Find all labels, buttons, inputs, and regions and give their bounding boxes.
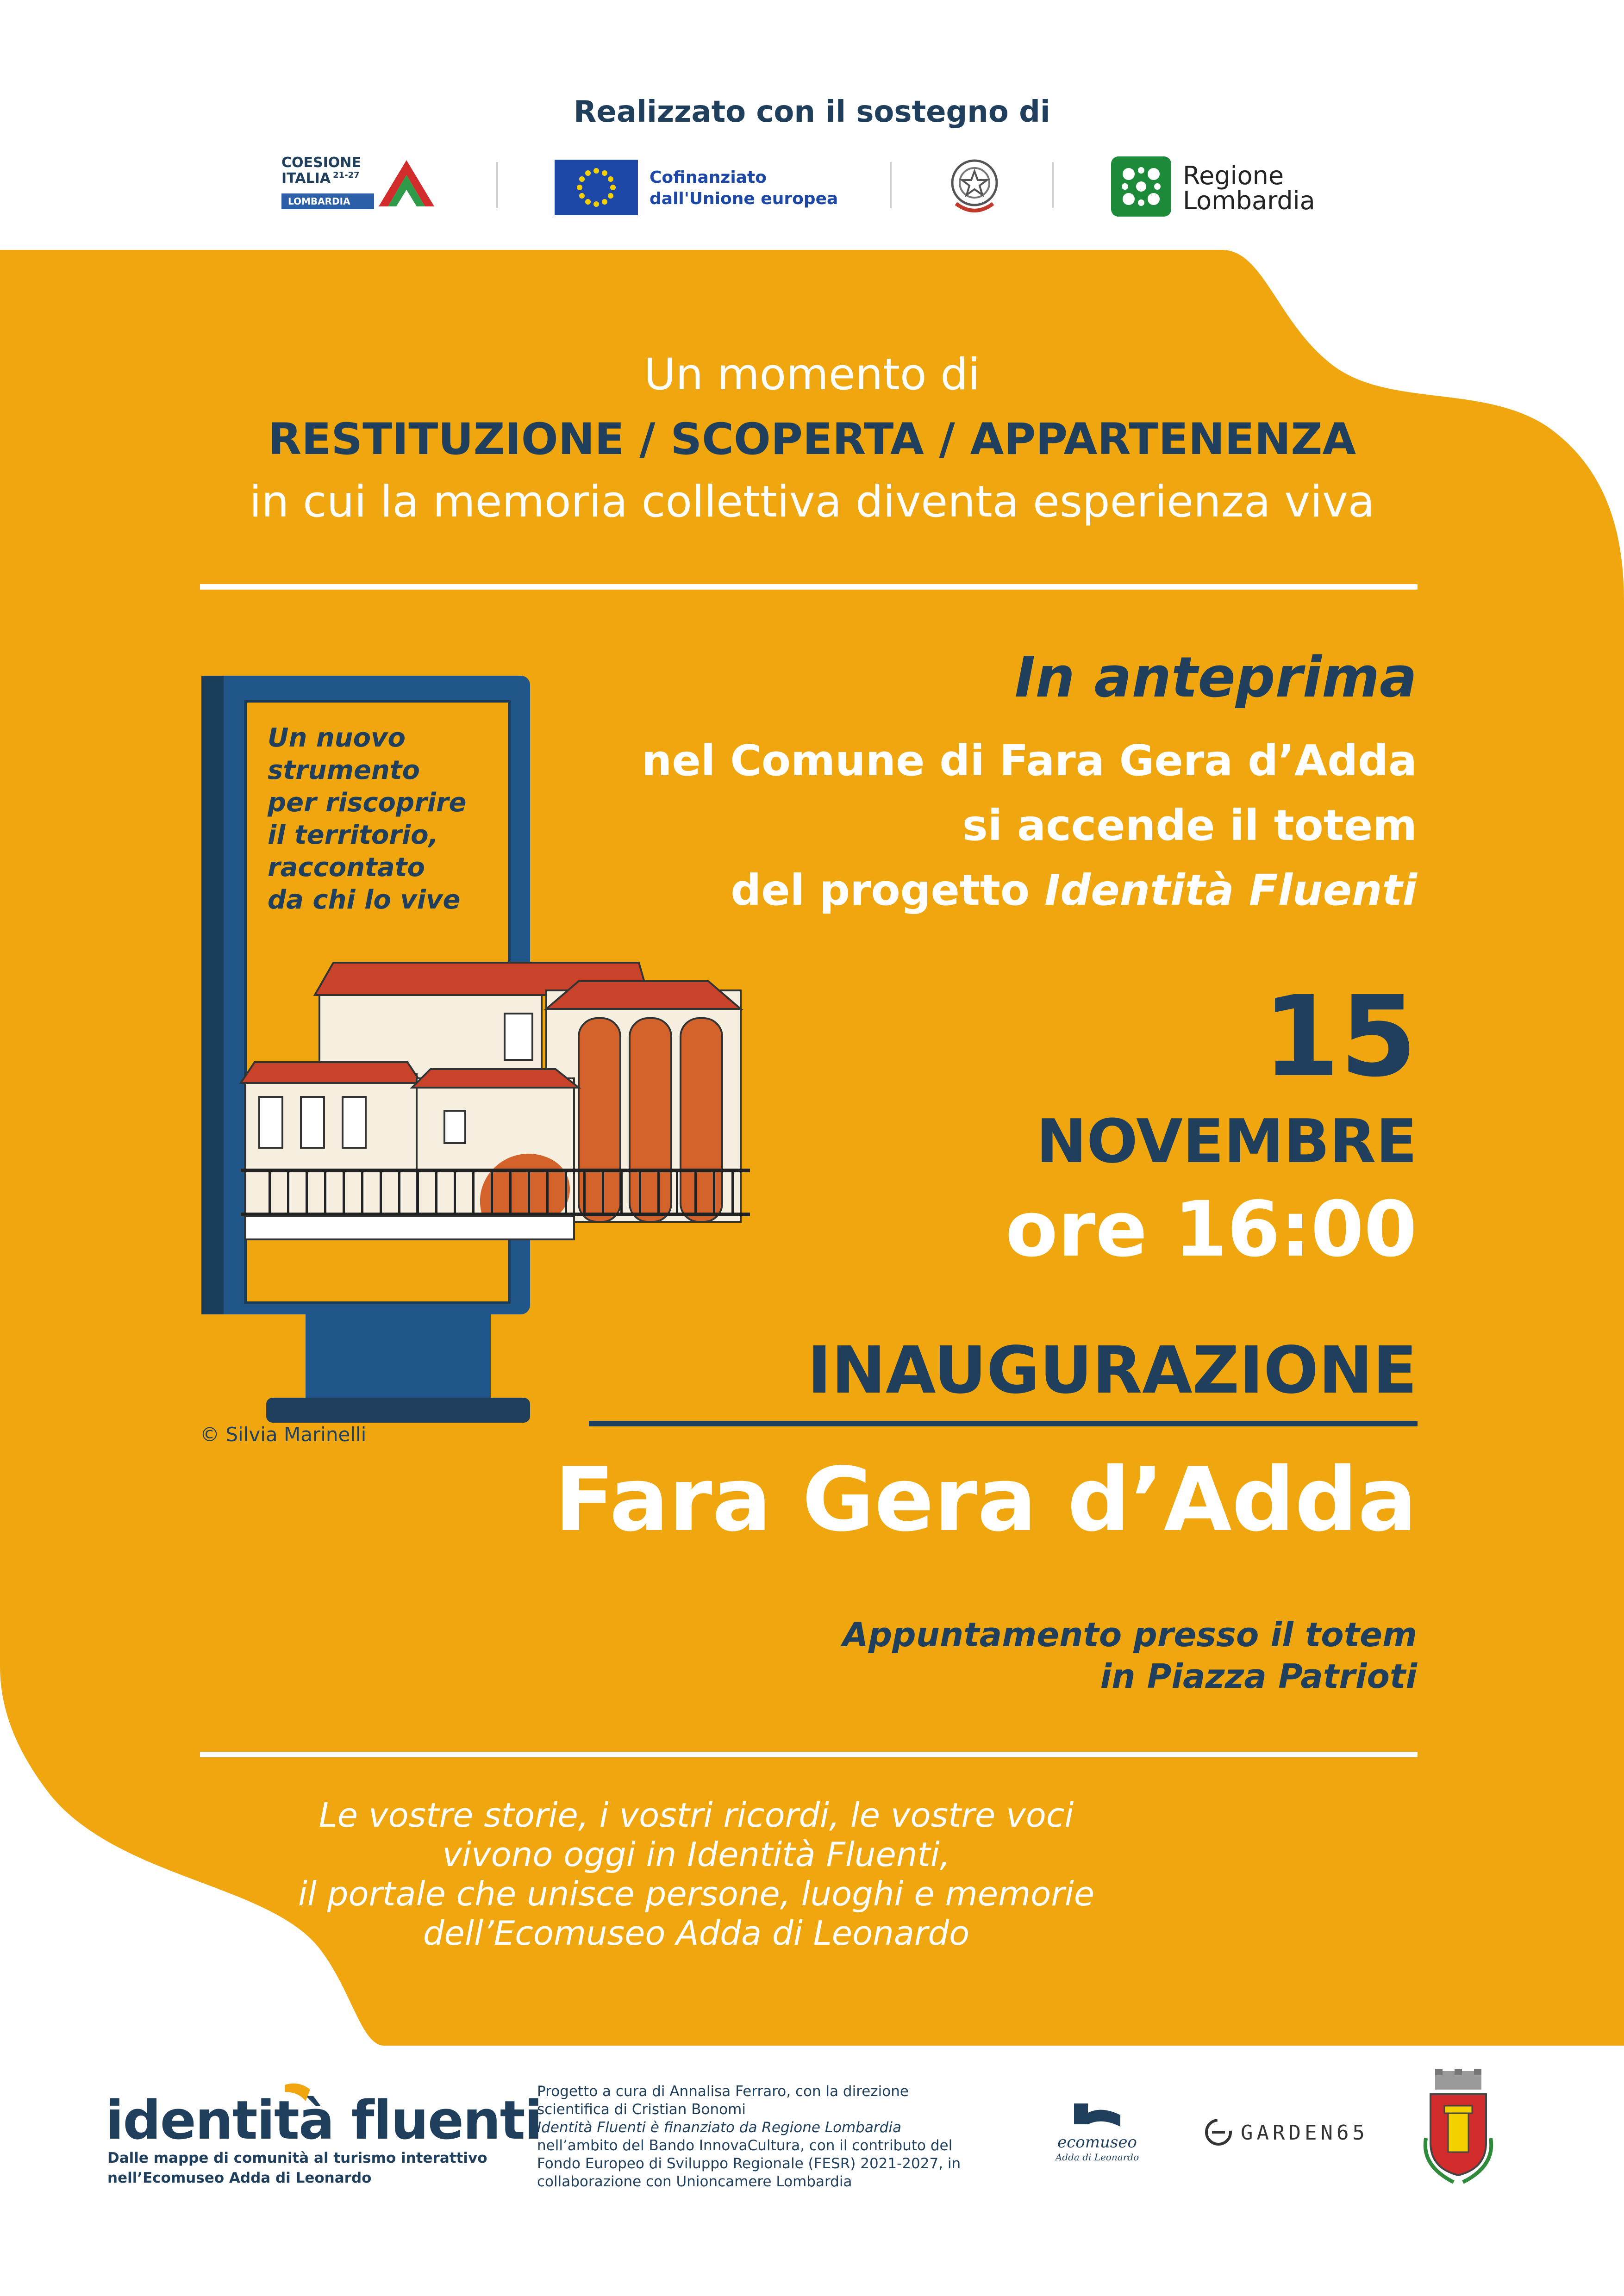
event-line3 [731, 865, 1417, 915]
eu-line2: dall'Unione europea [650, 189, 838, 208]
totem-text-line: da chi lo vive [268, 885, 461, 915]
project-name: Identità Fluenti [1044, 865, 1417, 915]
ecomuseo-line1: ecomuseo [1057, 2133, 1137, 2152]
regione-lombardia-logo [1111, 156, 1343, 217]
lombardia-line1: Regione [1183, 161, 1284, 190]
brand-subtitle-line1: Dalle mappe di comunità al turismo interattivo [107, 2150, 487, 2166]
project-credits [537, 2083, 1009, 2191]
project-credit-line: Fondo Europeo di Sviluppo Regionale (FESR) 2021-2027, in [537, 2155, 961, 2172]
intro-line1: Un momento di [643, 349, 981, 400]
event-title: INAUGURAZIONE [807, 1333, 1417, 1408]
lombardia-line2: Lombardia [1183, 186, 1315, 215]
coesione-italia-logo [281, 153, 439, 218]
closing-line1: Le vostre storie, i vostri ricordi, le vostre voci [319, 1796, 1074, 1835]
closing-line4: dell’Ecomuseo Adda di Leonardo [423, 1914, 970, 1953]
brand-accent-icon [282, 2080, 315, 2103]
brand-subtitle-line2: nell’Ecomuseo Adda di Leonardo [107, 2170, 372, 2186]
garden65-logo [1204, 2117, 1370, 2150]
project-credit-line: collaborazione con Unioncamere Lombardia [537, 2173, 852, 2190]
coesione-years: 21-27 [333, 170, 360, 180]
totem-text-line: Un nuovo [268, 723, 406, 753]
illustration-credit: © Silvia Marinelli [200, 1423, 367, 1446]
project-credit-line: Progetto a cura di Annalisa Ferraro, con la direzione [537, 2083, 909, 2100]
italian-republic-emblem-icon [949, 155, 1000, 218]
coesione-line1: COESIONE [281, 155, 361, 171]
coesione-region-bar: LOMBARDIA [281, 193, 374, 209]
lombardia-rosa-camuna-icon [1111, 156, 1171, 217]
event-time: ore 16:00 [1005, 1185, 1417, 1274]
divider-bottom [200, 1752, 1418, 1757]
ecomuseo-logo [1051, 2099, 1143, 2168]
meeting-line2: in Piazza Patrioti [1100, 1657, 1417, 1696]
coesione-line2: ITALIA [281, 170, 331, 187]
preview-label: In anteprima [1014, 646, 1417, 710]
ecomuseo-line2: Adda di Leonardo [1055, 2152, 1139, 2163]
fara-gera-coat-of-arms-icon [1417, 2069, 1500, 2189]
eu-cofinanced-logo [555, 160, 851, 215]
intro-line3: in cui la memoria collettiva diventa esperienza viva [249, 477, 1375, 527]
intro-keywords: RESTITUZIONE / SCOPERTA / APPARTENENZA [268, 414, 1356, 465]
header-divider [496, 162, 498, 208]
totem-text-line: strumento [268, 755, 420, 785]
eu-line1: Cofinanziato [650, 168, 767, 187]
event-line3-prefix: del progetto [731, 865, 1045, 915]
event-line1: nel Comune di Fara Gera d’Adda [641, 736, 1417, 785]
event-line2: si accende il totem [962, 801, 1417, 850]
totem-text [268, 722, 508, 916]
totem-text-line: raccontato [268, 852, 425, 883]
event-place: Fara Gera d’Adda [554, 1449, 1417, 1551]
event-day: 15 [1262, 972, 1417, 1101]
inauguration-underline [589, 1421, 1418, 1426]
divider-top [200, 584, 1418, 590]
garden-label: GARDEN65 [1241, 2121, 1368, 2145]
eu-flag-icon [555, 160, 638, 215]
event-month: NOVEMBRE [1036, 1106, 1417, 1176]
project-credit-line: Identità Fluenti è finanziato da Regione Lombardia [537, 2119, 901, 2136]
garden-spiral-icon [1204, 2117, 1233, 2147]
identita-fluenti-logo: identità fluenti [106, 2090, 542, 2152]
project-credit-line: nell’ambito del Bando InnovaCultura, con il contributo del [537, 2137, 953, 2154]
project-credit-line: scientifica di Cristian Bonomi [537, 2101, 746, 2118]
coesione-arrows-icon [374, 156, 439, 211]
meeting-line1: Appuntamento presso il totem [842, 1615, 1417, 1654]
closing-line2: vivono oggi in Identità Fluenti, [442, 1835, 950, 1874]
sponsor-title: Realizzato con il sostegno di [574, 95, 1050, 129]
header-divider [890, 162, 892, 208]
ecomuseo-wave-icon [1069, 2099, 1125, 2131]
closing-line3: il portale che unisce persone, luoghi e memorie [298, 1874, 1095, 1913]
totem-text-line: per riscoprire [268, 788, 467, 818]
header-divider [1052, 162, 1054, 208]
totem-text-line: il territorio, [268, 820, 438, 850]
